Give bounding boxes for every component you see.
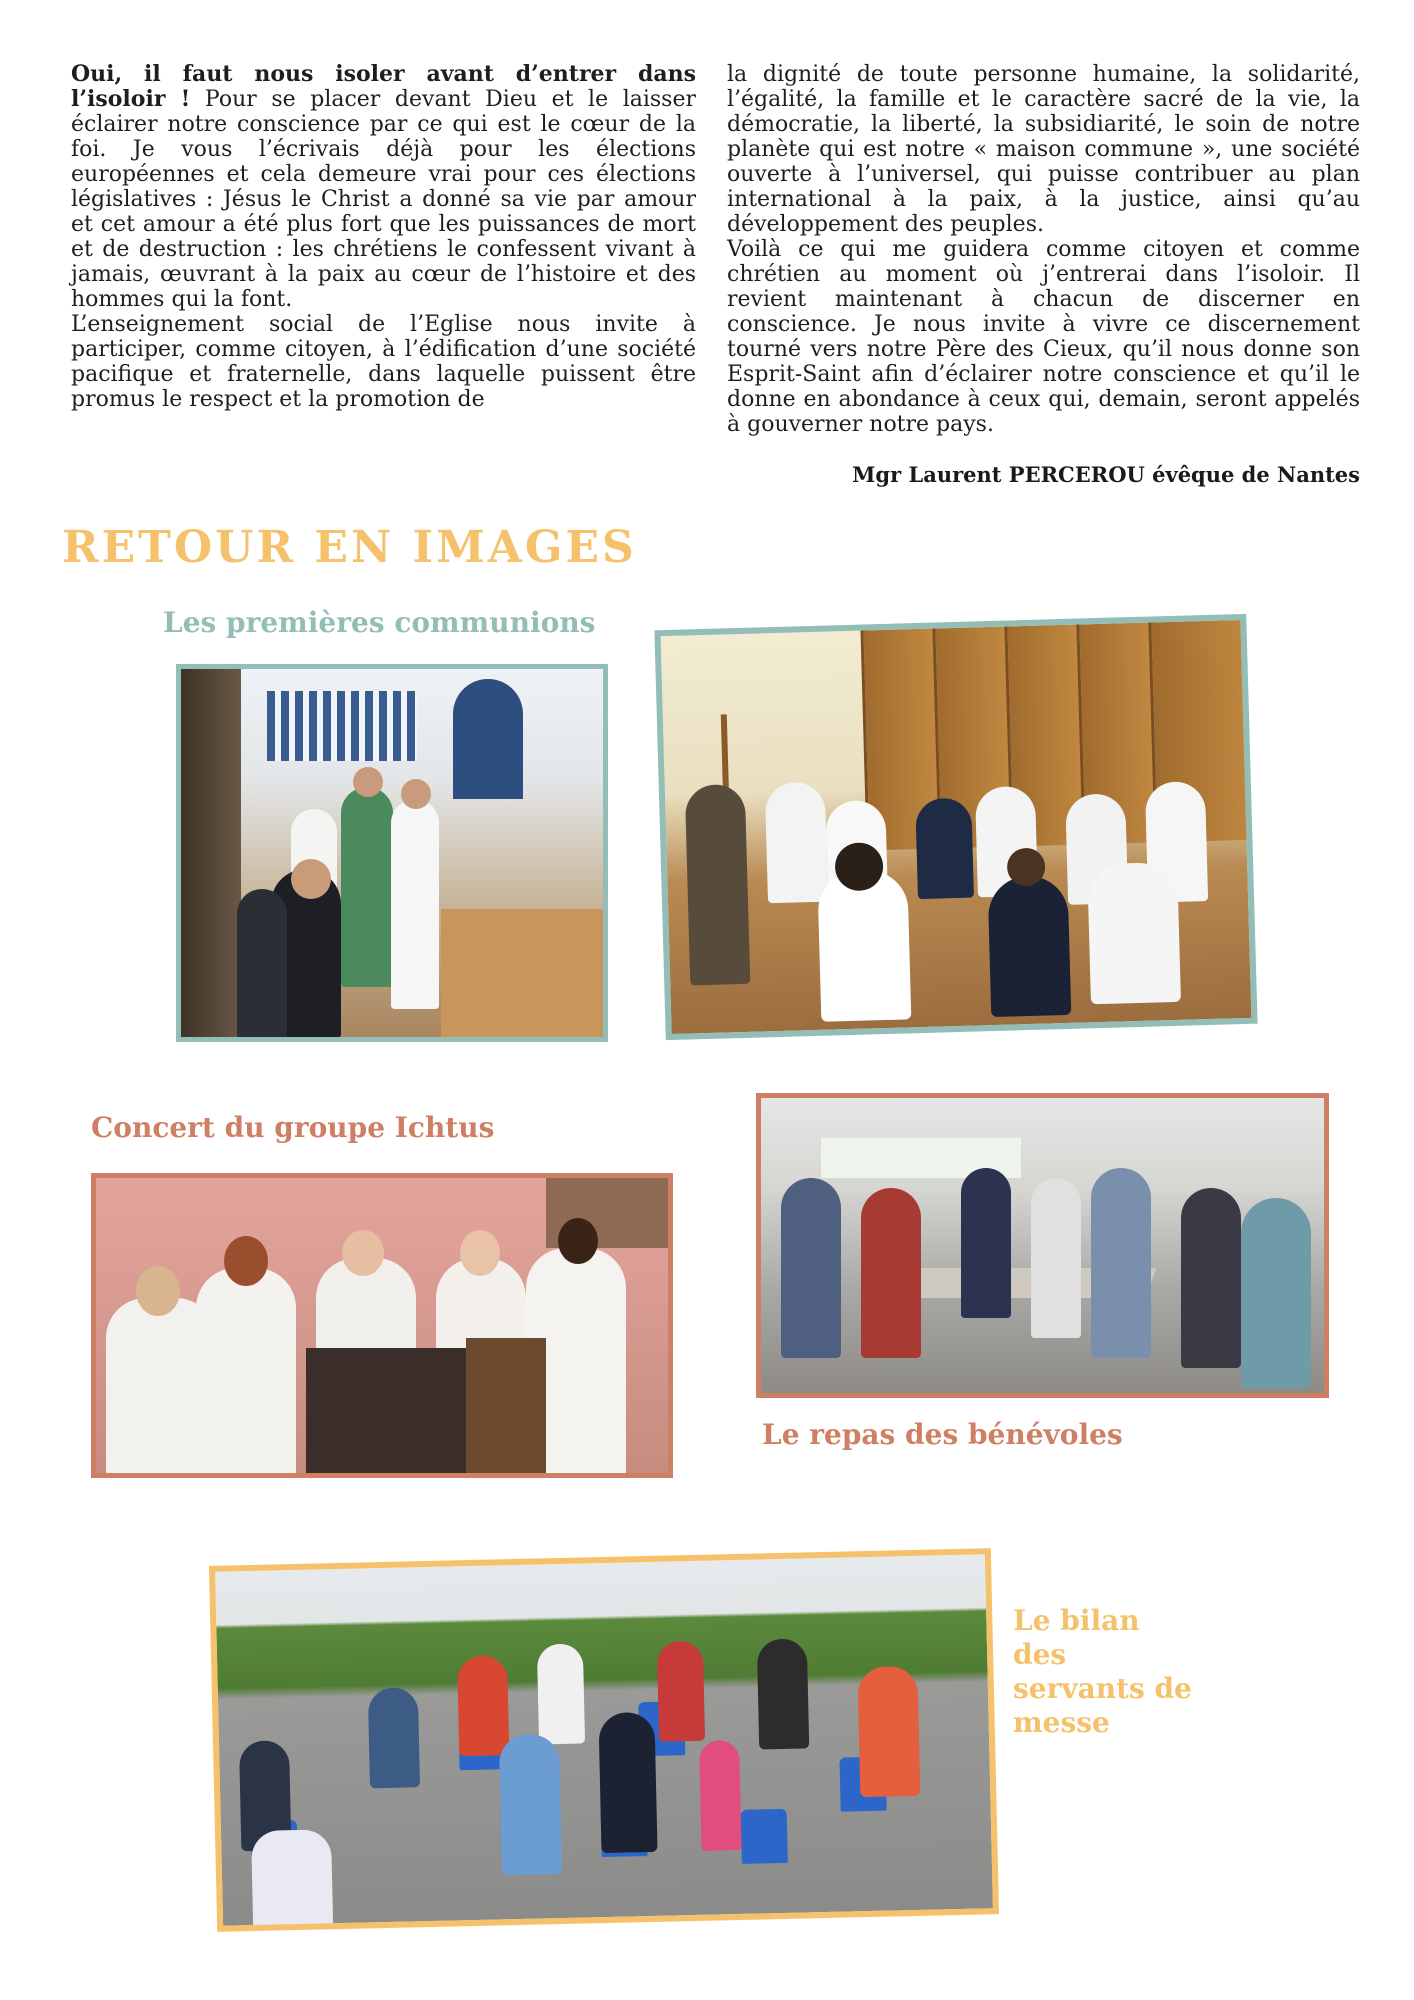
photo-first-communion-room <box>654 614 1257 1040</box>
article-paragraph: la dignité de toute personne humaine, la solidarité, l’égalité, la famille et le caractère sacré de la vie, la démocratie, la liberté, la subsidiarité, le soin de notre planète qui est notre « maison commune », une société ouverte à l’universel, qui puisse contribuer au plan international à la paix, à la justice, ainsi qu’au développement des peuples. <box>727 62 1360 237</box>
article-paragraph: Voilà ce qui me guidera comme citoyen et comme chrétien au moment où j’entrerai dans l’isoloir. Il revient maintenant à chacun de discerner en conscience. Je nous invite à vivre ce discernement tourné vers notre Père des Cieux, qu’il nous donne son Esprit-Saint afin d’éclairer notre conscience et qu’il le donne en abondance à ceux qui, demain, seront appelés à gouverner notre pays. <box>727 237 1360 437</box>
photo-first-communion-church <box>176 664 608 1042</box>
caption-volunteers-meal: Le repas des bénévoles <box>762 1418 1123 1451</box>
article-lead: Oui, il faut nous isoler avant d’entrer dans l’isoloir ! <box>71 61 696 112</box>
caption-line: des <box>1013 1638 1067 1671</box>
photo-concert-ichtus <box>91 1173 673 1478</box>
photo-volunteers-meal <box>756 1093 1329 1398</box>
article-column-left <box>71 62 696 412</box>
section-title: RETOUR EN IMAGES <box>62 522 637 573</box>
article-paragraph: L’enseignement social de l’Eglise nous invite à participer, comme citoyen, à l’édification d’une société pacifique et fraternelle, dans laquelle puissent être promus le respect et la promotion de <box>71 312 696 412</box>
caption-line: servants de <box>1013 1672 1192 1705</box>
caption-communions: Les premières communions <box>163 606 596 639</box>
caption-line: messe <box>1013 1706 1110 1739</box>
article-paragraph <box>71 62 696 312</box>
article-text: Pour se placer devant Dieu et le laisser éclairer notre conscience par ce qui est le cœur de la foi. Je vous l’écrivais déjà pour les élections européennes et cela demeure vrai pour ces élections législatives : Jésus le Christ a donné sa vie par amour et cet amour a été plus fort que les puissances de mort et de destruction : les chrétiens le confessent vivant à jamais, œuvrant à la paix au cœur de l’histoire et des hommes qui la font. <box>71 87 696 312</box>
caption-altar-servants <box>1013 1604 1233 1740</box>
article-column-right <box>727 62 1360 437</box>
caption-concert: Concert du groupe Ichtus <box>91 1111 495 1144</box>
photo-altar-servants <box>209 1548 999 1932</box>
caption-line: Le bilan <box>1013 1604 1140 1637</box>
author-signature: Mgr Laurent PERCEROU évêque de Nantes <box>852 462 1360 487</box>
